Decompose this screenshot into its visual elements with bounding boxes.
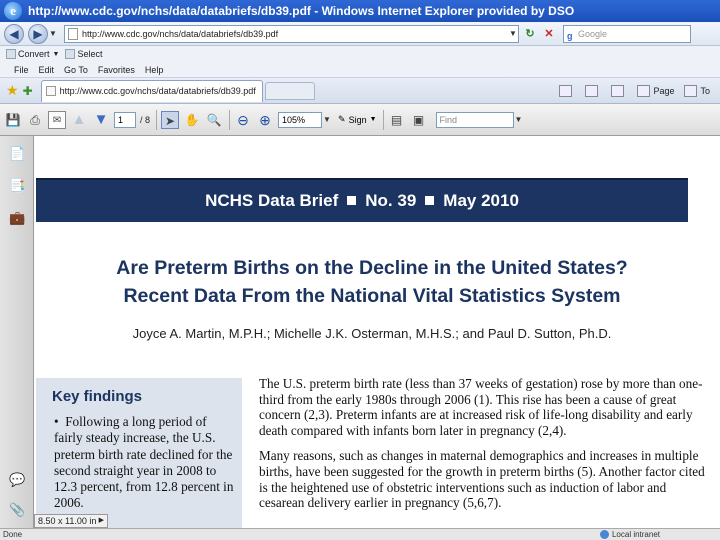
banner-separator [425,196,434,205]
banner-number: No. 39 [365,191,417,210]
zoom-in-icon[interactable]: ⊕ [259,111,271,128]
page-menu-button[interactable] [637,85,674,97]
recent-pages-dropdown-icon[interactable]: ▼ [49,29,57,38]
sign-label: Sign [348,114,367,125]
bookmarks-panel-icon[interactable]: 📑 [9,178,26,193]
print-icon [611,85,624,97]
pdf-toolbar [0,104,720,136]
save-icon[interactable]: 💾 [5,112,21,127]
zoom-out-icon[interactable]: ⊖ [237,111,249,128]
attachments-panel-icon[interactable]: 💼 [9,210,26,225]
menu-edit[interactable]: Edit [38,64,55,75]
banner-series: NCHS Data Brief [205,191,339,210]
pages-panel-icon[interactable]: 📄 [9,146,26,161]
page-number-input[interactable]: 1 [114,112,136,128]
menu-file[interactable]: File [14,64,29,75]
marquee-zoom-icon[interactable]: 🔍 [206,112,222,127]
forward-button[interactable]: ▶ [28,24,48,44]
convert-label: Convert [18,49,50,59]
page-menu-label: Page [653,85,675,96]
security-zone-label: Local intranet [611,530,660,539]
links-toolbar [0,46,720,62]
data-brief-banner [36,178,688,222]
toolbar-separator [229,110,230,130]
search-placeholder: Google [578,28,608,39]
menu-favorites[interactable]: Favorites [97,64,135,75]
stop-icon[interactable]: ✕ [544,27,554,40]
key-findings-title: Key findings [52,388,143,405]
tools-menu-label: To [700,85,710,96]
menu-bar [0,62,720,78]
tab-bar [0,78,720,104]
command-bar [559,85,720,97]
key-findings-bullet-text: Following a long period of fairly steady increase, the U.S. preterm birth rate declined for the second straight year in 2008 to 12.3 percent, from 12.8 percent in 2006. [54,414,234,511]
menu-go-to[interactable]: Go To [64,64,88,75]
body-paragraph-1: The U.S. preterm birth rate (less than 37 weeks of gestation) rose by more than one-third from the early 1980s through 2006 (1). This rise has been a cause of great concern (2,3). Preterm infants are at increased risk of life-long disability and early death compared with infants born later in pregnancy (2,4). [259,376,703,438]
toolbar-separator [156,110,157,130]
back-button[interactable]: ◀ [4,24,24,44]
full-screen-icon[interactable]: ▣ [412,112,425,127]
home-button[interactable] [559,85,575,97]
comments-panel-icon[interactable]: 💬 [9,472,26,487]
search-input[interactable] [563,25,691,43]
google-icon: g [567,30,573,41]
fit-page-icon[interactable]: ▤ [390,112,403,127]
security-zone[interactable] [600,530,660,539]
previous-page-icon[interactable]: ▲ [71,110,87,128]
tools-icon [684,85,697,97]
window-title: http://www.cdc.gov/nchs/data/databriefs/db39.pdf - Windows Internet Explorer provided by DSO [28,4,575,18]
select-label: Select [77,49,103,59]
page-size-arrow-icon: ▶ [98,517,104,524]
zoom-dropdown-icon[interactable]: ▼ [323,115,331,124]
print-pdf-icon[interactable]: ⎙ [30,112,40,127]
pdf-navigation-panel [0,136,34,528]
page-size-text: 8.50 x 11.00 in [38,516,97,526]
banner-date: May 2010 [443,191,519,210]
toolbar-separator [383,110,384,130]
new-tab-button[interactable] [265,82,315,100]
page-size-indicator[interactable] [34,514,108,528]
internet-explorer-icon: e [4,2,22,20]
tools-menu-button[interactable] [684,85,710,97]
url-input[interactable] [64,25,519,43]
page-count: / 8 [140,114,151,125]
select-tool-icon[interactable]: ➤ [161,111,179,129]
refresh-icon[interactable]: ↻ [525,27,535,40]
convert-button[interactable] [6,49,59,59]
print-button[interactable] [611,85,627,97]
document-body [259,376,709,521]
document-authors: Joyce A. Martin, M.P.H.; Michelle J.K. Osterman, M.H.S.; and Paul D. Sutton, Ph.D. [132,326,612,341]
find-input[interactable]: Find [436,112,514,128]
zoom-level-select[interactable]: 105% [278,112,322,128]
select-icon [65,49,75,59]
pdf-document-view[interactable] [34,136,720,528]
document-title-line2: Recent Data From the National Vital Statistics System [123,285,621,307]
tab-label: http://www.cdc.gov/nchs/data/databriefs/db39.pdf [59,86,256,96]
feeds-button[interactable] [585,85,601,97]
sign-pen-icon: ✎ [338,114,346,124]
find-dropdown-icon[interactable]: ▼ [514,115,523,124]
email-icon[interactable]: ✉ [48,111,66,129]
select-button[interactable] [65,49,102,59]
body-paragraph-2: Many reasons, such as changes in maternal demographics and increases in multiple births, have been suggested for the growth in preterm births (5). Another factor cited is the heightened use of obstetric interventions such as induction of labor and cesarean delivery earlier in pregnancy (5,6,7). [259,448,705,511]
hand-tool-icon[interactable]: ✋ [184,112,200,127]
status-bar [0,528,720,540]
menu-help[interactable]: Help [144,64,164,75]
sign-dropdown-icon: ▼ [369,116,377,123]
page-menu-icon [637,85,650,97]
url-dropdown-icon[interactable]: ▼ [509,29,517,38]
tab-page-icon [46,86,56,96]
status-text: Done [3,530,23,539]
document-title-line1: Are Preterm Births on the Decline in the United States? [116,257,628,279]
document-title [34,254,710,310]
page-icon [68,28,78,40]
add-favorite-icon[interactable]: ✚ [22,83,33,98]
tab-active[interactable] [41,80,263,102]
paperclip-icon[interactable]: 📎 [9,502,26,517]
sign-button[interactable] [338,114,377,125]
convert-dropdown-icon[interactable]: ▼ [52,50,60,58]
url-text: http://www.cdc.gov/nchs/data/databriefs/db39.pdf [82,28,279,39]
next-page-icon[interactable]: ▼ [93,110,109,128]
key-findings-bullet [54,414,234,512]
key-findings-box [36,378,242,528]
globe-icon [600,530,609,539]
feeds-icon [585,85,598,97]
banner-separator [347,196,356,205]
address-bar [0,22,720,46]
favorites-star-icon[interactable]: ★ [6,82,19,98]
home-icon [559,85,572,97]
bullet-icon: • [54,414,66,429]
convert-icon [6,49,16,59]
window-titlebar [0,0,720,22]
